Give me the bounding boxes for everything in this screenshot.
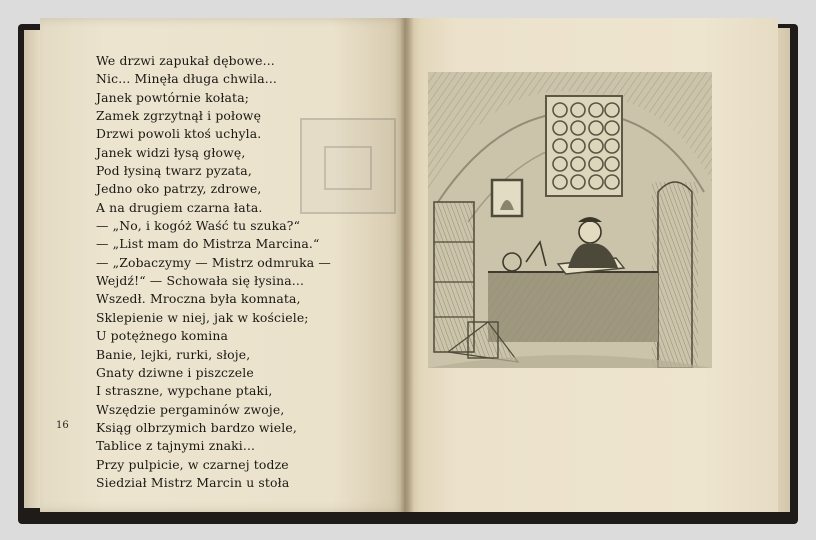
book-gutter [400,18,414,512]
poem-line: Janek powtórnie kołata; [96,89,250,105]
poem-line: Wszedł. Mroczna była komnata, [96,291,301,307]
poem-line: Pod łysiną twarz pyzata, [96,163,252,179]
poem-line: We drzwi zapukał dębowe... [96,53,275,68]
poem-line: Nic... Minęła długa chwila... [96,71,277,87]
poem-line: Przy pulpicie, w czarnej todze [96,456,289,472]
poem-line: Drzwi powoli ktoś uchyla. [96,126,262,142]
poem-line: Wszędzie pergaminów zwoje, [96,401,285,417]
poem-line: Banie, lejki, rurki, słoje, [96,346,251,362]
poem-line: A na drugiem czarna łata. [96,199,263,215]
poem-line: Ksiąg olbrzymich bardzo wiele, [96,419,297,435]
lithograph-drawing [428,72,712,368]
poem-line: Jedno oko patrzy, zdrowe, [96,181,262,197]
poem-line: Tablice z tajnymi znaki... [96,438,256,454]
poem-line: — „Zobaczymy — Mistrz odmruka — [96,254,331,270]
poem-line: Gnaty dziwne i piszczele [96,364,254,380]
lithograph-illustration [428,72,712,368]
page-number: 16 [56,420,69,431]
poem-line: U potężnego komina [96,328,229,344]
poem-text [96,52,386,492]
poem-line: I straszne, wypchane ptaki, [96,383,273,399]
poem-line: Sklepienie w niej, jak w kościele; [96,309,309,325]
poem-line: Zamek zgrzytnął i połowę [96,108,262,124]
poem-line: — „List mam do Mistrza Marcina.“ [96,236,320,252]
poem-line: Janek widzi łysą głowę, [96,144,246,160]
poem-line: Wejdź!“ — Schowała się łysina... [96,273,305,289]
poem-line: — „No, i kogóż Waść tu szuka?“ [96,218,301,234]
poem-line: Siedział Mistrz Marcin u stoła [96,474,290,490]
